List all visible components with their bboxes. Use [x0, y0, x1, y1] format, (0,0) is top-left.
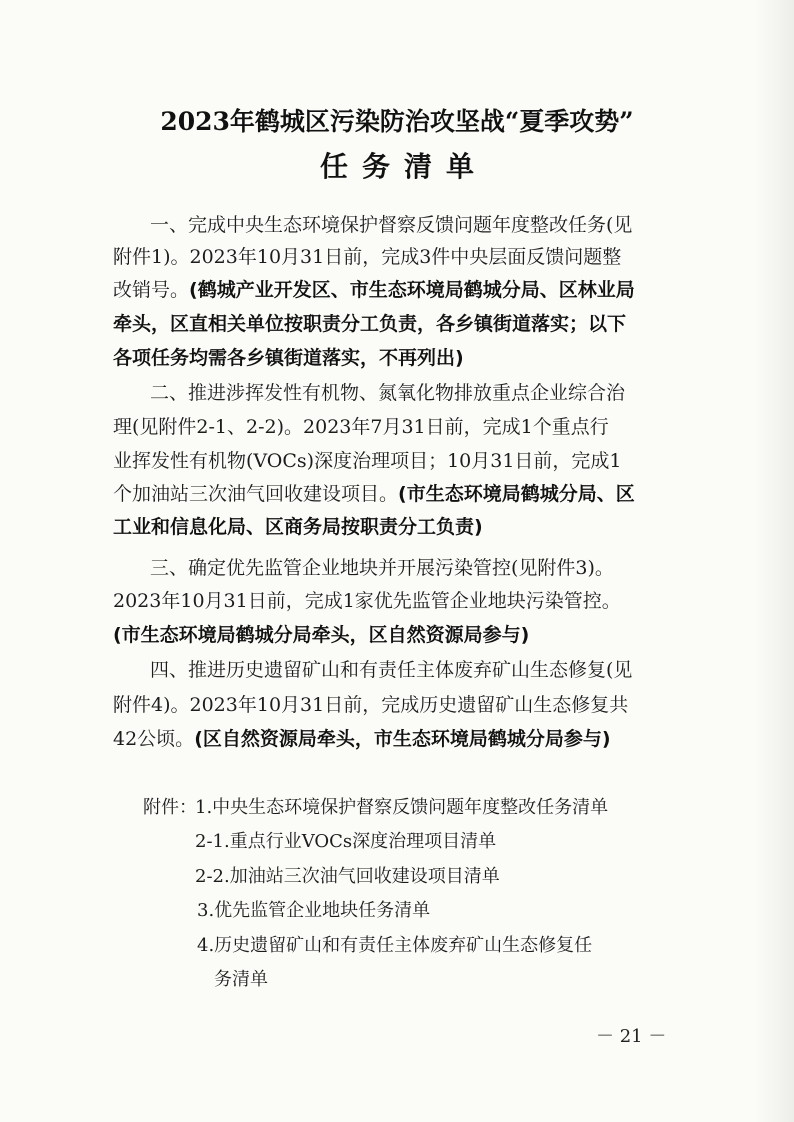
attachment-item-4: 4.历史遗留矿山和有责任主体废弃矿山生态修复任 — [197, 935, 593, 956]
document-title: 2023年鹤城区污染防治攻坚战“夏季攻势” — [160, 107, 634, 136]
paragraph-text: 个加油站三次油气回收建设项目。 — [113, 483, 399, 505]
paragraph-line: 理(见附件2-1、2-2)。2023年7月31日前，完成1个重点行 — [113, 416, 609, 438]
attachment-item-4-continued: 务清单 — [214, 969, 268, 990]
paragraph-line: 业挥发性有机物(VOCs)深度治理项目；10月31日前，完成1 — [113, 450, 622, 472]
responsibility-note: (市生态环境局鹤城分局、区 — [398, 483, 635, 505]
responsibility-note: (市生态环境局鹤城分局牵头，区自然资源局参与) — [113, 624, 530, 646]
responsibility-note: (区自然资源局牵头，市生态环境局鹤城分局参与) — [194, 728, 611, 750]
paragraph-text: 改销号。 — [113, 279, 190, 301]
document-subtitle: 任务清单 — [319, 150, 488, 183]
page-number: － 21 － — [596, 1026, 667, 1047]
paragraph-text: 42公顷。 — [113, 728, 195, 750]
responsibility-note: 牵头，区直相关单位按职责分工负责，各乡镇街道落实；以下 — [113, 313, 627, 335]
paragraph-line — [113, 277, 635, 307]
responsibility-note: (鹤城产业开发区、市生态环境局鹤城分局、区林业局 — [189, 279, 635, 301]
attachment-item-3: 3.优先监管企业地块任务清单 — [197, 900, 431, 921]
section-2-heading: 二、推进涉挥发性有机物、氮氧化物排放重点企业综合治 — [150, 382, 626, 404]
paragraph-line: 附件4)。2023年10月31日前，完成历史遗留矿山生态修复共 — [113, 694, 629, 716]
attachment-item-1: 1.中央生态环境保护督察反馈问题年度整改任务清单 — [195, 797, 609, 818]
paragraph-line — [113, 726, 611, 756]
section-3-heading: 三、确定优先监管企业地块并开展污染管控(见附件3)。 — [150, 557, 614, 579]
paragraph-line — [113, 481, 635, 511]
responsibility-note: 工业和信息化局、区商务局按职责分工负责) — [113, 516, 483, 538]
paragraph-line: 2023年10月31日前，完成1家优先监管企业地块污染管控。 — [113, 590, 621, 612]
attachment-item-2-1: 2-1.重点行业VOCs深度治理项目清单 — [195, 831, 497, 852]
paragraph-line: 附件1)。2023年10月31日前，完成3件中央层面反馈问题整 — [113, 246, 622, 268]
attachments-label: 附件： — [143, 797, 197, 818]
responsibility-note: 各项任务均需各乡镇街道落实，不再列出) — [113, 347, 464, 369]
attachment-item-2-2: 2-2.加油站三次油气回收建设项目清单 — [195, 866, 500, 887]
section-1-heading: 一、完成中央生态环境保护督察反馈问题年度整改任务(见 — [150, 214, 633, 236]
section-4-heading: 四、推进历史遗留矿山和有责任主体废弃矿山生态修复(见 — [150, 659, 633, 681]
